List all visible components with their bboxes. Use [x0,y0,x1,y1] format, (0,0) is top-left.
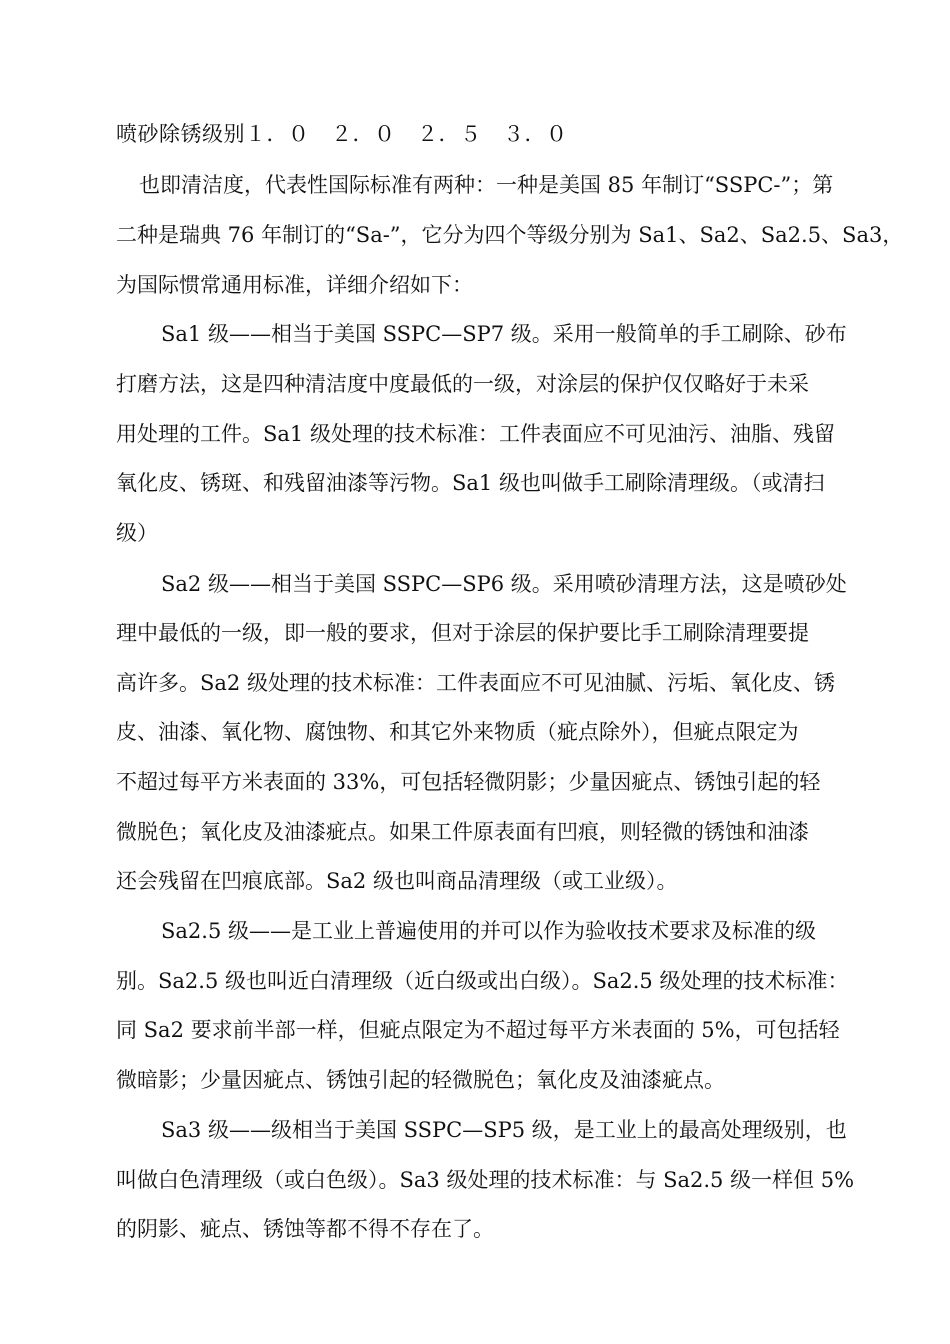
paragraph-line: 高许多。Sa2 级处理的技术标准：工件表面应不可见油腻、污垢、氧化皮、锈 [116,671,835,695]
paragraph-line: 的阴影、疵点、锈蚀等都不得不存在了。 [116,1217,494,1241]
paragraph-line: 二种是瑞典 76 年制订的“Sa-”，它分为四个等级分别为 Sa1、Sa2、Sa2.5、Sa3， [116,223,904,247]
paragraph-line: 叫做白色清理级（或白色级）。Sa3 级处理的技术标准：与 Sa2.5 级一样但 5% [116,1168,855,1192]
paragraph-line: 同 Sa2 要求前半部一样，但疵点限定为不超过每平方米表面的 5%，可包括轻 [116,1018,840,1042]
paragraph-line: Sa1 级——相当于美国 SSPC—SP7 级。采用一般简单的手工刷除、砂布 [161,322,847,346]
paragraph-line: Sa2.5 级——是工业上普遍使用的并可以作为验收技术要求及标准的级 [161,919,816,943]
paragraph-line: 氧化皮、锈斑、和残留油漆等污物。Sa1 级也叫做手工刷除清理级。（或清扫 [116,471,825,495]
paragraph-line: 别。Sa2.5 级也叫近白清理级（近白级或出白级）。Sa2.5 级处理的技术标准： [116,969,849,993]
paragraph-line: 不超过每平方米表面的 33%，可包括轻微阴影；少量因疵点、锈蚀引起的轻 [116,770,821,794]
paragraph-line: Sa2 级——相当于美国 SSPC—SP6 级。采用喷砂清理方法，这是喷砂处 [161,572,847,596]
paragraph-line: Sa3 级——级相当于美国 SSPC—SP5 级，是工业上的最高处理级别，也 [161,1118,847,1142]
paragraph-line: 也即清洁度，代表性国际标准有两种：一种是美国 85 年制订“SSPC-”；第 [139,173,834,197]
document-heading: 喷砂除锈级别１．０ ２．０ ２．５ ３．０ [116,122,568,146]
paragraph-line: 为国际惯常通用标准，详细介绍如下： [116,273,473,297]
paragraph-line: 还会残留在凹痕底部。Sa2 级也叫商品清理级（或工业级）。 [116,869,678,893]
paragraph-line: 理中最低的一级，即一般的要求，但对于涂层的保护要比手工刷除清理要提 [116,621,809,645]
paragraph-line: 微脱色；氧化皮及油漆疵点。如果工件原表面有凹痕，则轻微的锈蚀和油漆 [116,820,809,844]
paragraph-line: 皮、油漆、氧化物、腐蚀物、和其它外来物质（疵点除外），但疵点限定为 [116,720,799,744]
paragraph-line: 打磨方法，这是四种清洁度中度最低的一级，对涂层的保护仅仅略好于未采 [116,372,809,396]
paragraph-line: 级） [116,521,158,545]
paragraph-line: 用处理的工件。Sa1 级处理的技术标准：工件表面应不可见油污、油脂、残留 [116,422,835,446]
paragraph-line: 微暗影；少量因疵点、锈蚀引起的轻微脱色；氧化皮及油漆疵点。 [116,1068,725,1092]
